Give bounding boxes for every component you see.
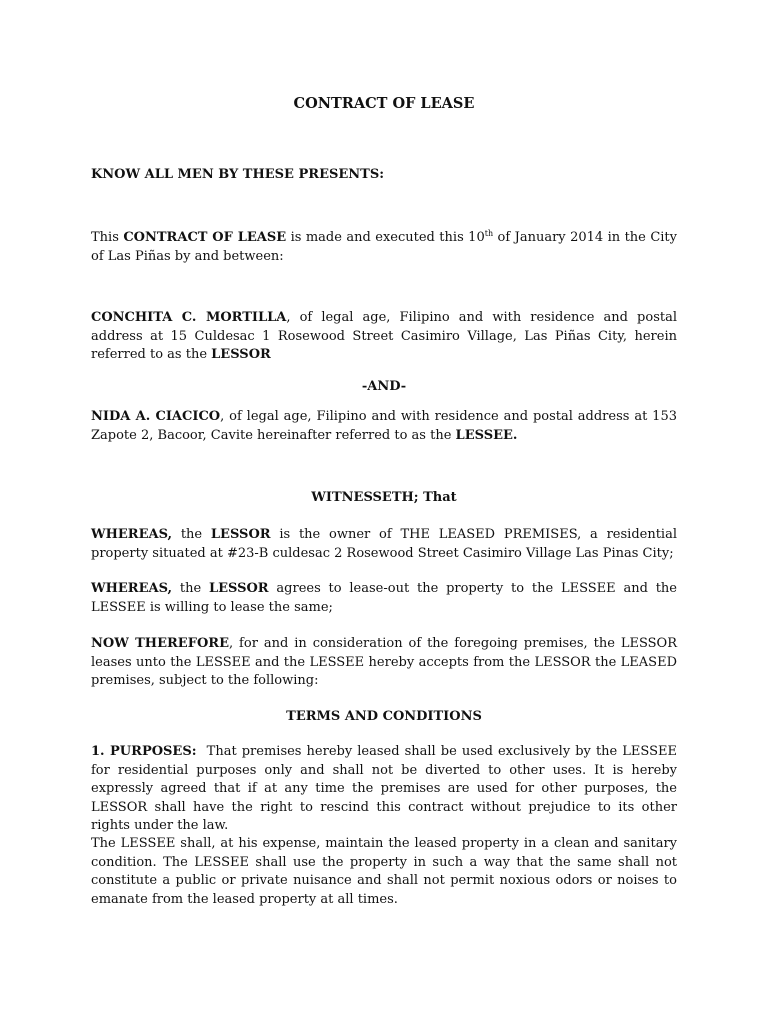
lessee-text: , of legal age, Filipino and with residence and postal address at 153 Zapote 2, Bacoor, Cavite hereinafter referred to as the (91, 409, 677, 443)
now-therefore-paragraph (91, 635, 677, 691)
maintenance-paragraph: The LESSEE shall, at his expense, maintain the leased property in a clean and sanitary condition. The LESSEE shall use the property in such a way that the same shall not constitute a public or private nuisance and shall not permit noxious odors or noises to emanate from the leased property at all times. (91, 836, 677, 907)
purposes-text: That premises hereby leased shall be used exclusively by the LESSEE for residential purposes only and shall not be diverted to other uses. It is hereby expressly agreed that if at any time the premises are used for other purposes, the LESSOR shall have the right to rescind this contract without prejudice to its other rights under the law. (91, 744, 682, 833)
lessor-name: CONCHITA C. MORTILLA (91, 310, 287, 325)
intro-day-suffix: th (484, 229, 494, 238)
whereas-2-text-2: agrees to lease-out the property to the LESSEE and the LESSEE is willing to lease the same; (91, 581, 677, 615)
know-all-heading (91, 166, 677, 185)
intro-contract-bold: CONTRACT OF LEASE (123, 230, 287, 245)
whereas-2-text-1: the (172, 581, 209, 596)
purposes-lead: 1. PURPOSES: (91, 744, 197, 759)
whereas-paragraph-2 (91, 580, 677, 617)
lessee-name: NIDA A. CIACICO (91, 409, 221, 424)
lessee-role: LESSEE. (455, 427, 518, 443)
intro-text-1: This (91, 230, 124, 245)
whereas-1-text-1: the (172, 527, 211, 542)
whereas-1-lessor: LESSOR (210, 527, 271, 542)
whereas-2-lead: WHEREAS, (91, 581, 173, 596)
now-therefore-text: , for and in consideration of the foregoing premises, the LESSOR leases unto the LESSEE and the LESSEE hereby accepts from the LESSOR the LEASED premises, subject to the following: (91, 636, 677, 688)
whereas-2-lessor: LESSOR (208, 581, 269, 596)
purposes-paragraph (91, 743, 682, 836)
intro-text-3: of January 2014 in the City of Las Piñas by and between: (91, 230, 677, 264)
terms-heading: TERMS AND CONDITIONS (286, 709, 482, 724)
document-title: CONTRACT OF LEASE (293, 95, 475, 112)
lessor-paragraph (91, 309, 677, 365)
witnesseth-heading: WITNESSETH; That (311, 490, 457, 505)
intro-paragraph (91, 229, 677, 266)
whereas-paragraph-1 (91, 526, 677, 563)
lessee-paragraph (91, 408, 677, 445)
know-all-text: KNOW ALL MEN BY THESE PRESENTS: (91, 167, 385, 182)
lessor-text: , of legal age, Filipino and with residence and postal address at 15 Culdesac 1 Rosewood Street Casimiro Village, Las Piñas City, herein referred to as the (91, 310, 677, 362)
lessor-role: LESSOR (211, 347, 271, 362)
now-therefore-lead: NOW THEREFORE (91, 636, 229, 651)
whereas-1-text-2: is the owner of THE LEASED PREMISES, a residential property situated at #23-B culdesac 2 Rosewood Street Casimiro Village Las Pinas City; (91, 527, 677, 561)
and-separator: -AND- (361, 379, 407, 394)
whereas-1-lead: WHEREAS, (91, 527, 173, 542)
intro-text-2: is made and executed this 10 (286, 230, 485, 245)
